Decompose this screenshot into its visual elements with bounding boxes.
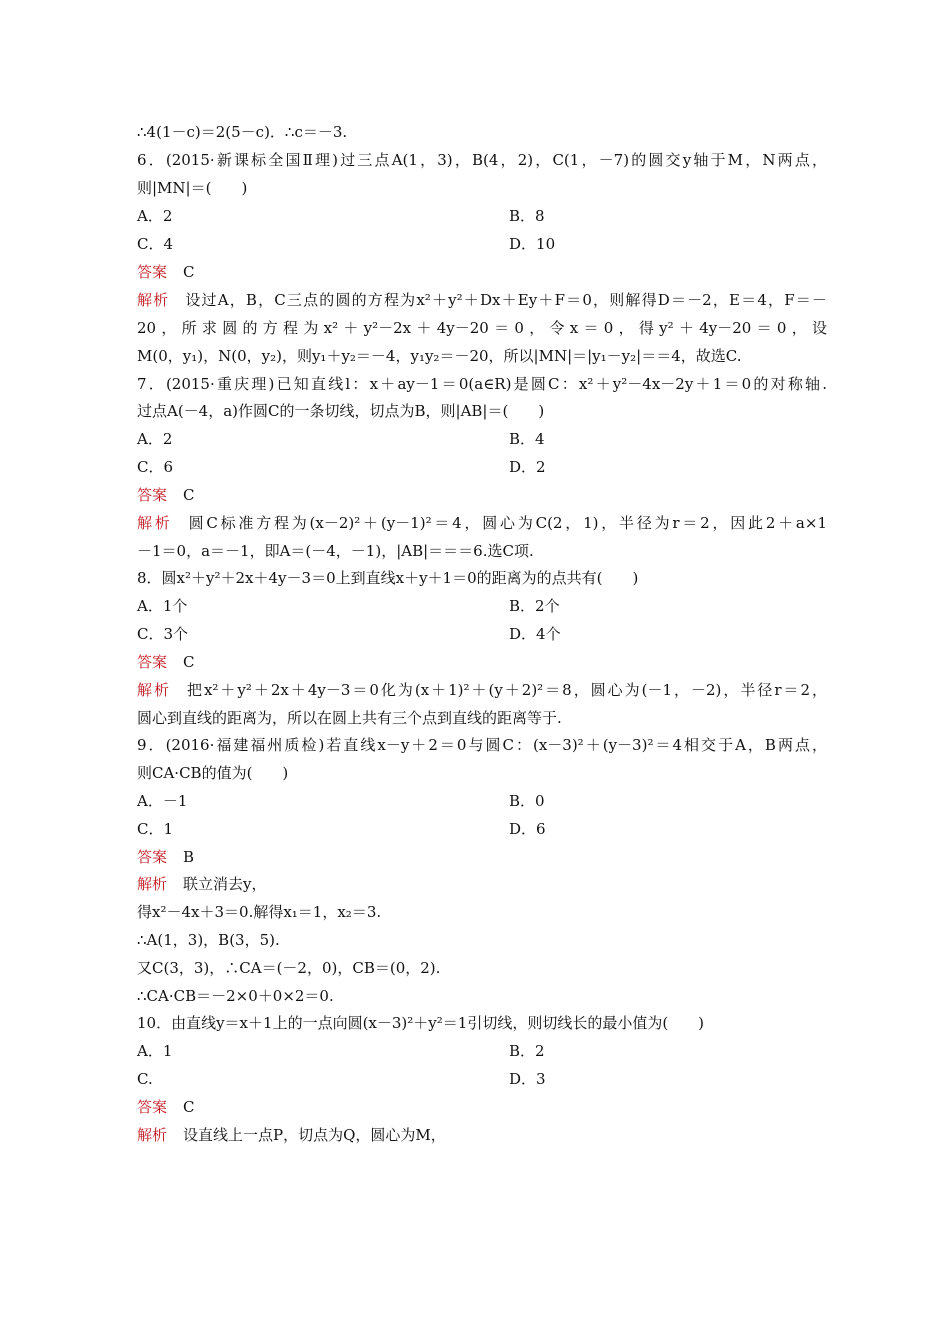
option-b: B．0 [509,792,545,810]
analysis-line [137,874,267,894]
answer-value: C [183,486,195,504]
analysis-text: 设直线上一点P，切点为Q，圆心为M， [183,1126,446,1144]
analysis-line [137,680,827,700]
text-line: 则|MN|＝( ) [137,179,248,197]
answer-label: 答案 [137,486,168,504]
option-b: B．2 [509,1042,545,1060]
text-line: ∴A(1，3)，B(3，5). [137,931,280,949]
option-a: A．1 [137,1042,173,1060]
answer-label: 答案 [137,1098,168,1116]
option-d: D．4个 [509,625,561,643]
question-6-stem: 6．(2015·新课标全国Ⅱ理)过三点A(1，3)，B(4，2)，C(1，－7)的圆交y轴于M，N两点， [137,151,827,169]
text-line: ∴4(1－c)＝2(5－c)．∴c＝－3. [137,123,348,141]
option-d: D．6 [509,820,546,838]
analysis-line [137,513,827,533]
answer-label: 答案 [137,848,168,866]
answer-label: 答案 [137,263,168,281]
text-line: 得x²－4x＋3＝0.解得x₁＝1，x₂＝3. [137,903,382,921]
analysis-label: 解析 [137,1126,168,1144]
option-a: A．－1 [137,792,188,810]
analysis-text: 把x²＋y²＋2x＋4y－3＝0化为(x＋1)²＋(y＋2)²＝8，圆心为(－1，－2)，半径r＝2， [186,681,827,699]
option-a: A．2 [137,207,173,225]
answer-line [137,652,195,672]
question-7-stem: 7．(2015·重庆理)已知直线l：x＋ay－1＝0(a∈R)是圆C：x²＋y²－4x－2y＋1＝0的对称轴. [137,375,827,393]
option-c: C．6 [137,458,174,476]
option-b: B．4 [509,430,545,448]
text-line: －1＝0，a＝－1，即A＝(－4，－1)，|AB|＝＝＝6.选C项. [137,542,534,560]
question-10-stem: 10．由直线y＝x＋1上的一点向圆(x－3)²＋y²＝1引切线，则切线长的最小值为( ) [137,1014,705,1032]
option-b: B．8 [509,207,545,225]
answer-line [137,847,194,867]
question-8-stem: 8．圆x²＋y²＋2x＋4y－3＝0上到直线x＋y＋1＝0的距离为的点共有( ) [137,569,639,587]
question-9-stem: 9．(2016·福建福州质检)若直线x－y＋2＝0与圆C：(x－3)²＋(y－3)²＝4相交于A，B两点， [137,736,827,754]
text-line: 则CA·CB的值为( ) [137,764,289,782]
analysis-line [137,1125,446,1145]
analysis-label: 解析 [137,875,168,893]
analysis-label: 解析 [137,514,173,532]
option-b: B．2个 [509,597,560,615]
answer-label: 答案 [137,653,168,671]
analysis-text: 联立消去y， [183,875,267,893]
analysis-text: 圆C标准方程为(x－2)²＋(y－1)²＝4，圆心为C(2，1)，半径为r＝2，因此2＋a×1 [188,514,827,532]
option-c: C．3个 [137,625,189,643]
text-line: M(0，y₁)，N(0，y₂)，则y₁＋y₂＝－4，y₁y₂＝－20，所以|MN|＝|y₁－y₂|＝＝4，故选C. [137,347,742,365]
answer-line [137,485,195,505]
answer-value: C [183,653,195,671]
text-line: 过点A(－4，a)作圆C的一条切线，切点为B，则|AB|＝( ) [137,402,545,420]
analysis-label: 解析 [137,291,170,309]
option-c: C．4 [137,235,174,253]
option-a: A．1个 [137,597,188,615]
option-a: A．2 [137,430,173,448]
option-c: C．1 [137,820,174,838]
analysis-label: 解析 [137,681,171,699]
text-line: 圆心到直线的距离为，所以在圆上共有三个点到直线的距离等于. [137,709,562,727]
text-line: ∴CA·CB＝－2×0＋0×2＝0. [137,987,334,1005]
option-d: D．10 [509,235,556,253]
option-d: D．3 [509,1070,546,1088]
answer-value: B [183,848,195,866]
analysis-text: 设过A，B，C三点的圆的方程为x²＋y²＋Dx＋Ey＋F＝0，则解得D＝－2，E＝4，F＝－ [185,291,827,309]
answer-value: C [183,263,195,281]
answer-value: C [183,1098,195,1116]
answer-line [137,262,195,282]
text-line: 又C(3，3)，∴CA＝(－2，0)，CB＝(0，2). [137,959,441,977]
analysis-line [137,290,827,310]
answer-line [137,1097,195,1117]
option-d: D．2 [509,458,546,476]
option-c: C. [137,1070,153,1088]
text-line: 20，所求圆的方程为x²＋y²－2x＋4y－20＝0，令x＝0，得y²＋4y－20＝0，设 [137,319,827,337]
